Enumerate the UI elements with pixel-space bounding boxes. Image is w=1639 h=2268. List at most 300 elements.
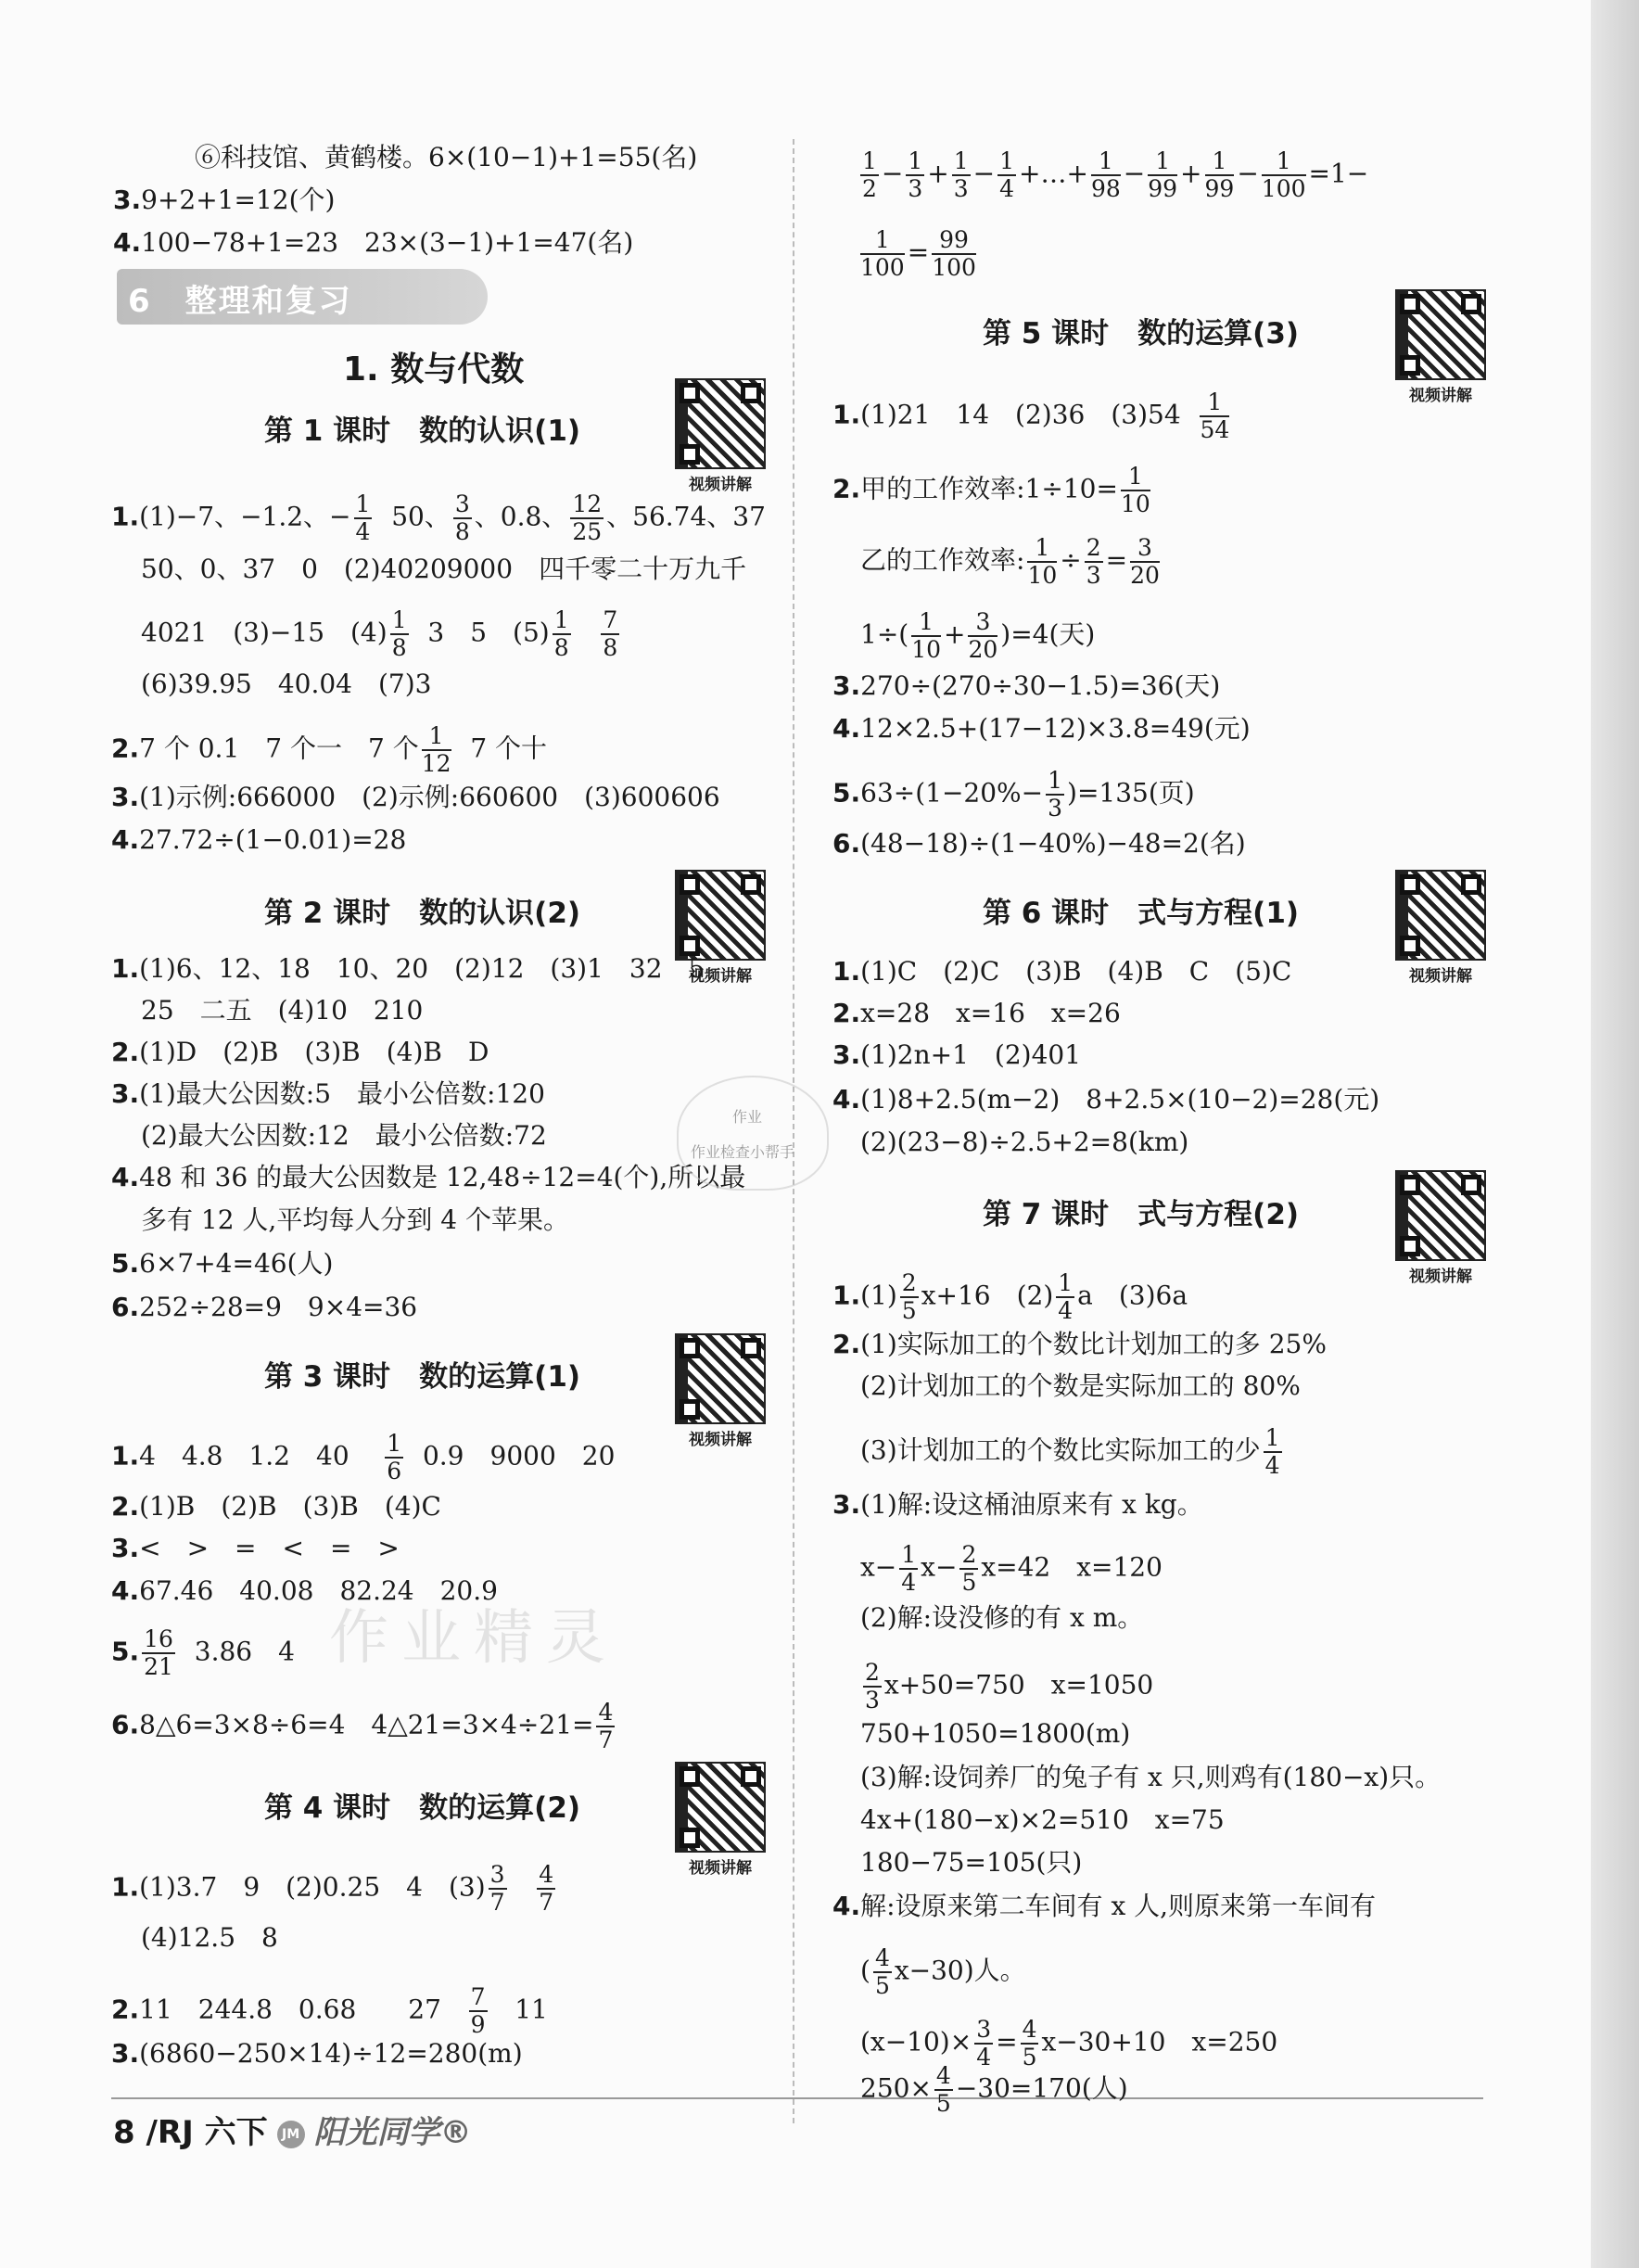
numerator: 3 [454,491,470,517]
fraction [1130,535,1160,589]
question-number: 4. [113,227,142,258]
question-number: 2. [111,733,140,764]
qr-code[interactable] [675,870,766,961]
lesson-title: 第 7 课时 式与方程(2) [983,1198,1300,1231]
answer-text: (3)计划加工的个数比实际加工的少 [860,1434,1261,1466]
page-edge [1591,0,1639,2268]
question-number: 1. [111,953,140,984]
answer-text: (1)B (2)B (3)B (4)C [139,1491,441,1522]
numerator: 1 [1148,148,1177,176]
numerator: 3 [489,1861,505,1888]
fraction [142,1626,175,1680]
fraction [390,607,409,661]
numerator: 4 [598,1699,614,1726]
answer-text: x−30+10 x=250 [1041,2026,1278,2058]
numerator: 3 [1130,535,1160,563]
answer-line [860,1425,1285,1479]
question-number: 3. [832,1039,861,1070]
question-number: 3. [111,782,140,812]
answer-line [832,389,1232,443]
brand-logo: 阳光同学® [313,2114,472,2151]
denominator: 7 [598,1726,614,1753]
answer-line: $\frac{1}{2}$ − $\frac{1}{3}$ + $\frac{1}{3}$ − $\frac{1}{4}$ +…+ $\frac{1}{98}$ − $\frac{1}{99}$ + $\frac{1}{99}$ − $\frac{1}{100}$ =1− [862,147,1369,202]
lesson-title: 第 2 课时 数的认识(2) [264,897,581,930]
qr-label: 视频讲解 [1409,1268,1472,1286]
fraction [596,1700,615,1753]
answer-line: ( $\frac{4}{5}$ x−30)人。 [860,1944,1026,1999]
numerator: 1 [1262,148,1306,176]
fraction [1205,148,1235,202]
denominator: 100 [932,254,976,281]
fraction [899,1542,918,1596]
fraction [952,148,971,202]
answer-line: $\frac{1}{100}$ = $\frac{99}{100}$ [860,226,976,281]
denominator: 3 [1086,562,1101,589]
numerator: 1 [901,1541,917,1568]
answer-line: 750+1050=1800(m) [860,1718,1131,1749]
denominator: 100 [1261,175,1306,202]
answer-text: (1)C (2)C (3)B (4)B C (5)C [860,956,1292,987]
denominator: 5 [874,1972,890,1999]
denominator: 21 [144,1653,173,1680]
answer-text: (1)3.7 9 (2)0.25 4 (3) [139,1871,486,1903]
question-number: 1. [832,956,861,987]
question-number: 3. [111,1533,140,1563]
answer-line [832,995,1121,1032]
denominator: 4 [976,2044,992,2071]
numerator: 1 [387,1430,402,1457]
stamp-mark [677,1076,829,1191]
answer-line [111,1245,333,1282]
numerator: 1 [1121,464,1150,491]
answer-text: (1)D (2)B (3)B (4)B D [139,1037,489,1067]
answer-line [113,182,335,219]
numerator: 16 [144,1625,173,1652]
qr-code[interactable] [1395,289,1486,380]
answer-line: ⑥科技馆、黄鹤楼。6×(10−1)+1=55(名) [195,142,698,172]
denominator: 2 [862,175,877,202]
answer-line: 250× $\frac{4}{5}$ −30=170(人) [860,2062,1128,2117]
qr-code[interactable] [1395,1170,1486,1261]
denominator: 7 [539,1889,554,1916]
fraction [1091,148,1121,202]
denominator: 6 [387,1458,402,1484]
denominator: 3 [865,1687,880,1714]
denominator: 4 [355,518,371,545]
fraction [1264,1425,1282,1479]
fraction [959,1542,978,1596]
answer-line [832,1888,1376,1925]
answer-line: 1÷( $\frac{1}{10}$ + $\frac{3}{20}$ )=4(天) [860,608,1096,663]
qr-label: 视频讲解 [689,1859,752,1878]
numerator: 4 [935,2062,951,2089]
qr-label: 视频讲解 [689,476,752,494]
answer-line [111,950,705,987]
question-number: 4. [111,1575,140,1606]
answer-text: 8△6=3×8÷6=4 4△21=3×4÷21= [139,1709,594,1740]
answer-text: )=135(页) [1067,777,1195,809]
answer-text: 100−78+1=23 23×(3−1)+1=47(名) [141,227,634,258]
fraction [537,1862,555,1916]
answer-text: 4021 (3)−15 (4) [141,617,388,648]
answer-text: 7 个 0.1 7 个一 7 个 [139,733,419,764]
answer-line: 多有 12 人,平均每人分到 4 个苹果。 [141,1204,569,1235]
qr-code[interactable] [675,378,766,469]
fraction [863,1660,882,1714]
question-number: 3. [111,1078,140,1109]
numerator: 1 [999,147,1015,174]
answer-line: (x−10)× $\frac{3}{4}$ = $\frac{4}{5}$ x−30+10 x=250 [860,2016,1278,2071]
answer-line [111,1076,545,1113]
question-number: 1. [111,1440,140,1472]
fraction [601,607,619,661]
answer-text: 11 244.8 0.68 27 [139,1994,441,2025]
question-number: 3. [832,1489,861,1520]
answer-text: x+50=750 x=1050 [883,1669,1154,1701]
page-footer [113,2107,472,2152]
qr-code[interactable] [675,1762,766,1853]
answer-line [111,2035,523,2072]
fraction [932,227,976,281]
answer-text: 3 5 (5) [427,617,550,648]
numerator: 1 [553,606,569,633]
answer-line: (4)12.5 8 [141,1922,278,1953]
denominator: 4 [999,175,1015,202]
fraction [1148,148,1177,202]
numerator: 12 [572,491,603,517]
fraction [1085,535,1103,589]
question-number: 5. [111,1636,140,1667]
denominator: 10 [911,636,942,663]
answer-line [111,822,406,859]
denominator: 8 [553,634,569,661]
publisher-logo: JM [277,2121,305,2148]
numerator: 4 [539,1861,554,1888]
numerator: 3 [976,2016,992,2043]
numerator: 1 [1091,148,1121,176]
fraction [469,1984,488,2038]
question-number: 2. [111,1994,140,2025]
fraction [489,1862,507,1916]
question-number: 2. [832,998,861,1028]
answer-line [111,1159,745,1196]
answer-line: (2)计划加工的个数是实际加工的 80% [860,1370,1301,1401]
denominator: 99 [1148,175,1178,202]
answer-line [832,464,1153,517]
question-number: 4. [832,1891,861,1921]
question-number: 2. [832,1329,861,1359]
answer-line [111,1034,489,1071]
numerator: 1 [355,491,371,517]
answer-line: 25 二五 (4)10 210 [141,995,424,1026]
question-number: 3. [832,670,861,701]
denominator: 8 [391,634,407,661]
question-number: 4. [832,713,861,744]
answer-line [111,1700,617,1753]
answer-text: )=4(天) [1000,618,1096,650]
answer-text: 27.72÷(1−0.01)=28 [139,824,407,855]
answer-text: 9+2+1=12(个) [141,185,336,215]
answer-text: 3.86 4 [194,1636,295,1667]
answer-text: (1)实际加工的个数比计划加工的多 25% [860,1329,1327,1359]
answer-text: < > = < = > [139,1533,400,1563]
answer-line: 4x+(180−x)×2=510 x=75 [860,1804,1225,1835]
numerator: 1 [1048,767,1063,794]
answer-text: 67.46 40.08 82.24 20.9 [139,1575,498,1606]
question-number: 5. [832,777,861,809]
answer-text: 4 4.8 1.2 40 [139,1440,349,1472]
answer-line: 50、0、37 0 (2)40209000 四千零二十万九千 [141,554,747,584]
answer-text: (1) [860,1280,897,1311]
answer-line: 乙的工作效率: $\frac{1}{10}$ ÷ $\frac{2}{3}$ = $\frac{3}{20}$ [860,534,1160,589]
denominator: 98 [1090,175,1121,202]
answer-line [832,1270,1188,1324]
denominator: 25 [572,518,603,545]
section-title: 6 整理和复习 [128,283,352,320]
answer-text: (1)最大公因数:5 最小公倍数:120 [139,1078,545,1109]
lesson-title: 第 3 课时 数的运算(1) [264,1360,581,1394]
answer-line: 180−75=105(只) [860,1847,1083,1878]
denominator: 3 [1048,795,1063,822]
chapter-heading: 1. 数与代数 [343,350,525,389]
answer-text: (1)6、12、18 10、20 (2)12 (3)1 32 5 [139,953,705,984]
fraction [570,491,604,545]
answer-text: 48 和 36 的最大公因数是 12,48÷12=4(个),所以最 [139,1162,746,1192]
numerator: 1 [422,723,451,751]
numerator: 4 [874,1944,890,1971]
question-number: 4. [832,1084,861,1115]
question-number: 1. [832,399,861,430]
denominator: 20 [1130,562,1160,589]
answer-line: (2)(23−8)÷2.5+2=8(km) [860,1127,1189,1157]
answer-line [832,953,1291,990]
fraction [385,1431,403,1484]
qr-label: 视频讲解 [689,967,752,986]
denominator: 4 [901,1569,917,1596]
question-number: 1. [111,1871,140,1903]
numerator: 1 [391,606,407,633]
question-number: 4. [111,1162,140,1192]
answer-line [111,723,547,777]
denominator: 5 [935,2090,951,2117]
answer-text: x−30)人。 [894,1955,1026,1986]
denominator: 4 [1058,1297,1074,1324]
numerator: 1 [1058,1269,1074,1296]
denominator: 10 [1027,562,1058,589]
answer-text: 0.9 9000 20 [422,1440,616,1472]
fraction [860,227,905,281]
fraction [900,1270,919,1324]
answer-text: 、56.74、37 [606,501,766,532]
numerator: 2 [901,1269,917,1296]
fraction [1027,535,1057,589]
answer-line [111,779,720,816]
question-number: 6. [111,1709,140,1740]
answer-text: 63÷(1−20%− [860,777,1044,809]
fraction [354,491,373,545]
fraction [968,609,997,663]
denominator: 10 [1120,491,1150,517]
denominator: 3 [908,175,923,202]
fraction [453,491,472,545]
qr-code[interactable] [1395,870,1486,961]
denominator: 5 [1022,2044,1037,2071]
denominator: 5 [901,1297,917,1324]
lesson-title: 第 5 课时 数的运算(3) [983,317,1300,350]
answer-text: =1− [1308,158,1369,189]
numerator: 1 [1027,535,1057,563]
stamp-text: 作业检查小帮手 [691,1143,795,1161]
question-number: 6. [111,1292,140,1322]
answer-text: 252÷28=9 9×4=36 [139,1292,418,1322]
answer-line: (6)39.95 40.04 (7)3 [141,669,432,699]
answer-line: (3)解:设饲养厂的兔子有 x 只,则鸡有(180−x)只。 [860,1762,1442,1792]
answer-text: 解:设原来第二车间有 x 人,则原来第一车间有 [860,1891,1377,1921]
fraction [1046,768,1064,822]
denominator: 20 [968,636,998,663]
question-number: 4. [111,824,140,855]
numerator: 2 [865,1659,880,1686]
fraction [860,148,879,202]
lesson-title: 第 1 课时 数的认识(1) [264,414,581,448]
page-number: 8 [113,2114,135,2151]
answer-text: a (3)6a [1077,1280,1188,1311]
denominator: 100 [860,254,905,281]
numerator: 1 [1205,148,1235,176]
fraction [906,148,924,202]
answer-text: 7 个十 [470,733,548,764]
answer-text: (6860−250×14)÷12=280(m) [139,2038,523,2069]
answer-line [111,1626,295,1680]
numerator: 3 [968,609,997,637]
lesson-title: 第 6 课时 式与方程(1) [983,897,1300,930]
fraction [997,148,1016,202]
fraction [911,609,941,663]
answer-line [860,1660,1153,1714]
answer-line [832,710,1251,747]
answer-text: (1)21 14 (2)36 (3)54 [860,399,1181,430]
numerator: 2 [961,1541,977,1568]
question-number: 2. [832,473,861,504]
numerator: 1 [860,227,905,255]
numerator: 7 [470,1983,486,2010]
numerator: 1 [953,147,969,174]
answer-line [113,224,633,261]
answer-text: (1)−7、−1.2、− [139,501,351,532]
question-number: 3. [113,185,142,215]
fraction [1200,389,1229,443]
numerator: 2 [1086,534,1101,561]
fraction [1121,464,1150,517]
answer-line: x− $\frac{1}{4}$ x− $\frac{2}{5}$ x=42 x=120 [860,1541,1163,1596]
answer-text: (1)2n+1 (2)401 [860,1039,1082,1070]
question-number: 1. [111,501,140,532]
answer-text: −30=170(人) [955,2072,1128,2104]
answer-text: (48−18)÷(1−40%)−48=2(名) [860,828,1246,859]
answer-text: 270÷(270÷30−1.5)=36(天) [860,670,1221,701]
numerator: 1 [862,147,877,174]
numerator: 1 [908,147,923,174]
fraction [1056,1270,1074,1324]
denominator: 8 [454,518,470,545]
numerator: 1 [911,609,941,637]
fraction [1262,148,1306,202]
answer-text: 12×2.5+(17−12)×3.8=49(元) [860,713,1251,744]
answer-text: 乙的工作效率: [860,544,1025,576]
answer-line [832,668,1220,705]
answer-text: 、0.8、 [474,501,568,532]
question-number: 2. [111,1037,140,1067]
answer-line [111,1431,615,1484]
denominator: 8 [603,634,618,661]
answer-line [111,1862,558,1916]
answer-line [111,1530,400,1567]
answer-line [832,1037,1081,1074]
question-number: 6. [832,828,861,859]
answer-line: (2)解:设没修的有 x m。 [860,1602,1144,1633]
question-number: 1. [832,1280,861,1311]
answer-line [111,1289,417,1326]
answer-line [141,607,622,661]
answer-text: 6×7+4=46(人) [139,1248,334,1279]
denominator: 12 [421,750,451,777]
qr-label: 视频讲解 [1409,387,1472,405]
denominator: 5 [961,1569,977,1596]
denominator: 9 [470,2011,486,2038]
answer-text: 50、 [391,501,451,532]
answer-line [111,1984,548,2038]
numerator: 1 [1264,1424,1280,1451]
answer-line [111,491,766,545]
qr-label: 视频讲解 [1409,967,1472,986]
answer-text: (1)示例:666000 (2)示例:660600 (3)600606 [139,782,720,812]
question-number: 5. [111,1248,140,1279]
numerator: 7 [603,606,618,633]
fraction [934,2063,953,2117]
fraction [553,607,571,661]
answer-text: (1)解:设这桶油原来有 x kg。 [860,1489,1203,1520]
answer-text: x=28 x=16 x=26 [860,998,1121,1028]
answer-text: 11 [515,1994,548,2025]
answer-line [832,825,1246,862]
numerator: 4 [1022,2016,1037,2043]
answer-line [832,1486,1203,1523]
denominator: 3 [953,175,969,202]
numerator: 1 [1200,389,1229,417]
denominator: 4 [1264,1452,1280,1479]
question-number: 2. [111,1491,140,1522]
answer-text: (1)8+2.5(m−2) 8+2.5×(10−2)=28(元) [860,1084,1380,1115]
answer-text: 甲的工作效率:1÷10= [860,473,1118,504]
denominator: 7 [489,1889,505,1916]
answer-line [832,768,1195,822]
qr-code[interactable] [675,1333,766,1424]
watermark: 作业精灵 [329,1604,618,1673]
answer-line: (2)最大公因数:12 最小公倍数:72 [141,1120,547,1151]
question-number: 3. [111,2038,140,2069]
denominator: 54 [1200,416,1230,443]
grade-label: /RJ 六下 [146,2114,268,2151]
qr-label: 视频讲解 [689,1431,752,1449]
answer-line [111,1488,441,1525]
lesson-title: 第 4 课时 数的运算(2) [264,1791,581,1825]
answer-text: 1÷( [860,618,909,650]
denominator: 99 [1204,175,1235,202]
footer-rule [111,2097,1483,2099]
answer-line [832,1081,1379,1118]
numerator: 99 [932,227,976,255]
answer-line [832,1326,1327,1363]
